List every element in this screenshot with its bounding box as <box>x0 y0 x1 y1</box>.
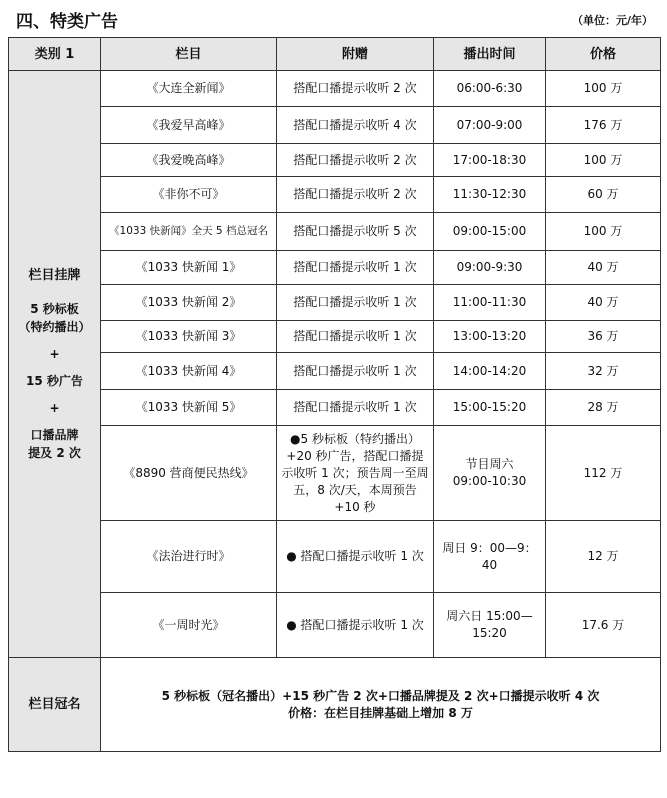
program-gift: 搭配口播提示收听 1 次 <box>277 251 434 285</box>
header-category: 类别 1 <box>9 38 101 71</box>
table-row <box>9 144 661 177</box>
program-price: 32 万 <box>546 353 661 390</box>
table-row <box>9 213 661 251</box>
program-gift: ● 搭配口播提示收听 1 次 <box>277 521 434 593</box>
program-price: 100 万 <box>546 144 661 177</box>
program-gift: 搭配口播提示收听 1 次 <box>277 353 434 390</box>
program-name: 《1033 快新闻 3》 <box>101 321 277 353</box>
table-row <box>9 177 661 213</box>
program-gift: 搭配口播提示收听 1 次 <box>277 285 434 321</box>
program-price: 40 万 <box>546 251 661 285</box>
table-row <box>9 426 661 521</box>
program-time-line: 周六日 15:00— <box>446 609 533 623</box>
program-name: 《我爱晚高峰》 <box>101 144 277 177</box>
table-row <box>9 251 661 285</box>
program-name: 《一周时光》 <box>101 593 277 658</box>
program-time <box>434 521 546 593</box>
program-time: 14:00-14:20 <box>434 353 546 390</box>
program-time-line: 周日 9：00—9：40 <box>442 540 537 572</box>
header-program: 栏目 <box>101 38 277 71</box>
table-row <box>9 658 661 752</box>
program-price: 100 万 <box>546 213 661 251</box>
table-row <box>9 353 661 390</box>
program-time-line: 15:20 <box>472 626 507 640</box>
program-time: 15:00-15:20 <box>434 390 546 426</box>
program-name: 《8890 营商便民热线》 <box>101 426 277 521</box>
program-name: 《大连全新闻》 <box>101 71 277 107</box>
section-title: 四、特类广告 <box>16 12 118 32</box>
program-price: 28 万 <box>546 390 661 426</box>
table-row <box>9 285 661 321</box>
program-price: 112 万 <box>546 426 661 521</box>
table-row <box>9 390 661 426</box>
program-gift: 搭配口播提示收听 1 次 <box>277 321 434 353</box>
program-time <box>434 593 546 658</box>
program-name: 《1033 快新闻 1》 <box>101 251 277 285</box>
program-price: 17.6 万 <box>546 593 661 658</box>
program-name: 《1033 快新闻 4》 <box>101 353 277 390</box>
header-price: 价格 <box>546 38 661 71</box>
program-time: 17:00-18:30 <box>434 144 546 177</box>
program-name: 《1033 快新闻》全天 5 档总冠名 <box>101 213 277 251</box>
program-price: 36 万 <box>546 321 661 353</box>
unit-note: （单位：元/年） <box>571 14 653 27</box>
program-gift: 搭配口播提示收听 5 次 <box>277 213 434 251</box>
program-time-line: 09:00-10:30 <box>452 474 527 488</box>
header-time: 播出时间 <box>434 38 546 71</box>
category-line: + <box>49 346 60 361</box>
program-gift: 搭配口播提示收听 4 次 <box>277 107 434 144</box>
program-time: 13:00-13:20 <box>434 321 546 353</box>
header-gift: 附赠 <box>277 38 434 71</box>
sponsorship-line: 5 秒标板（冠名播出）+15 秒广告 2 次+口播品牌提及 2 次+口播提示收听 4 次 <box>161 688 600 703</box>
table-row <box>9 71 661 107</box>
category-program-listing <box>9 71 101 658</box>
program-gift: 搭配口播提示收听 2 次 <box>277 177 434 213</box>
category-line: 15 秒广告 <box>26 373 83 388</box>
table-row <box>9 107 661 144</box>
program-time: 09:00-9:30 <box>434 251 546 285</box>
table-row <box>9 593 661 658</box>
table-row <box>9 521 661 593</box>
table-header-row <box>9 38 661 71</box>
category-name: 栏目挂牌 <box>28 267 81 283</box>
category-line: 口播品牌 <box>30 427 79 442</box>
program-time: 07:00-9:00 <box>434 107 546 144</box>
category-line: 提及 2 次 <box>28 445 81 460</box>
sponsorship-description <box>101 658 661 752</box>
program-time: 09:00-15:00 <box>434 213 546 251</box>
table-row <box>9 321 661 353</box>
category-line: 5 秒标板 <box>30 301 79 316</box>
program-gift: 搭配口播提示收听 2 次 <box>277 144 434 177</box>
program-name: 《非你不可》 <box>101 177 277 213</box>
sponsorship-price-line: 价格：在栏目挂牌基础上增加 8 万 <box>288 705 473 720</box>
program-price: 60 万 <box>546 177 661 213</box>
category-line: + <box>49 400 60 415</box>
category-line: （特约播出） <box>18 319 91 334</box>
program-time: 06:00-6:30 <box>434 71 546 107</box>
program-name: 《法治进行时》 <box>101 521 277 593</box>
program-name: 《1033 快新闻 5》 <box>101 390 277 426</box>
program-time-line: 节目周六 <box>465 457 514 471</box>
program-price: 100 万 <box>546 71 661 107</box>
program-gift: 搭配口播提示收听 1 次 <box>277 390 434 426</box>
category-title-sponsorship: 栏目冠名 <box>9 658 101 752</box>
program-gift: ● 搭配口播提示收听 1 次 <box>277 593 434 658</box>
program-gift: ●5 秒标板（特约播出）+20 秒广告，搭配口播提示收听 1 次；预告周一至周五，8 次/天，本周预告+10 秒 <box>277 426 434 521</box>
ad-price-table <box>8 37 661 752</box>
program-name: 《1033 快新闻 2》 <box>101 285 277 321</box>
program-price: 176 万 <box>546 107 661 144</box>
program-time: 11:00-11:30 <box>434 285 546 321</box>
program-time: 11:30-12:30 <box>434 177 546 213</box>
program-name: 《我爱早高峰》 <box>101 107 277 144</box>
program-price: 12 万 <box>546 521 661 593</box>
program-time <box>434 426 546 521</box>
program-price: 40 万 <box>546 285 661 321</box>
program-gift: 搭配口播提示收听 2 次 <box>277 71 434 107</box>
